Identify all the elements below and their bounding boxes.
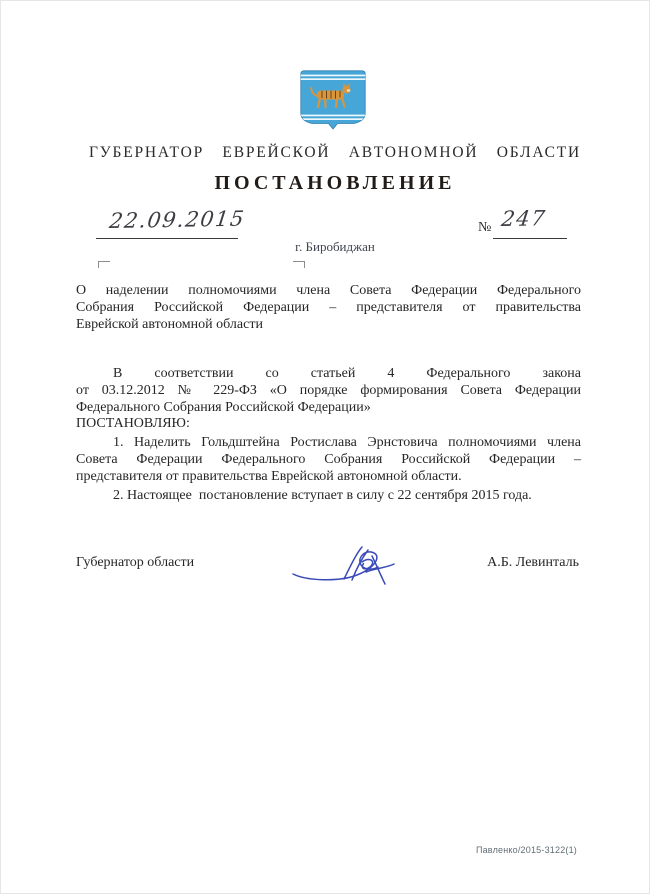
preamble-line: от 03.12.2012 № 229-ФЗ «О порядке формирования Совета Федерации: [76, 382, 581, 398]
subject-line: О наделении полномочиями члена Совета Федерации Федерального: [76, 283, 581, 298]
item-1-line: 1. Наделить Гольдштейна Ростислава Эрнстовича полномочиями члена: [113, 435, 581, 450]
subject-line: Собрания Российской Федерации – представителя от правительства: [76, 299, 581, 315]
item-1-paragraph: [76, 435, 581, 485]
number-sign: №: [478, 220, 492, 235]
subject-line: Еврейской автономной области: [76, 316, 263, 332]
issuing-authority-title: ГУБЕРНАТОР ЕВРЕЙСКОЙ АВТОНОМНОЙ ОБЛАСТИ: [89, 144, 581, 161]
clerk-reference: Павленко/2015-3122(1): [475, 845, 577, 855]
resolve-word: ПОСТАНОВЛЯЮ:: [76, 416, 190, 432]
document-type-title: ПОСТАНОВЛЕНИЕ: [214, 172, 456, 194]
handwritten-date: 22.09.2015: [108, 206, 247, 233]
coat-of-arms-jao-icon: [300, 70, 366, 130]
handwritten-signature-icon: [287, 537, 409, 591]
preamble-paragraph: [76, 366, 581, 433]
item-1-line: Совета Федерации Федерального Собрания Российской Федерации –: [76, 451, 581, 467]
item-1-line: представителя от правительства Еврейской автономной области.: [76, 468, 462, 484]
corner-mark-left: [98, 261, 110, 268]
preamble-line: Федерального Собрания Российской Федерации»: [76, 399, 371, 415]
preamble-line: В соответствии со статьей 4 Федерального закона: [113, 366, 581, 381]
item-2-line: 2. Настоящее постановление вступает в силу с 22 сентября 2015 года.: [113, 488, 532, 503]
subject-paragraph: [76, 283, 581, 333]
handwritten-number: 247: [500, 206, 548, 231]
signer-position: Губернатор области: [76, 555, 195, 570]
corner-mark-right: [293, 261, 305, 268]
item-2-paragraph: [76, 488, 581, 505]
signer-name: А.Б. Левинталь: [487, 555, 579, 570]
city-line: г. Биробиджан: [295, 239, 375, 254]
